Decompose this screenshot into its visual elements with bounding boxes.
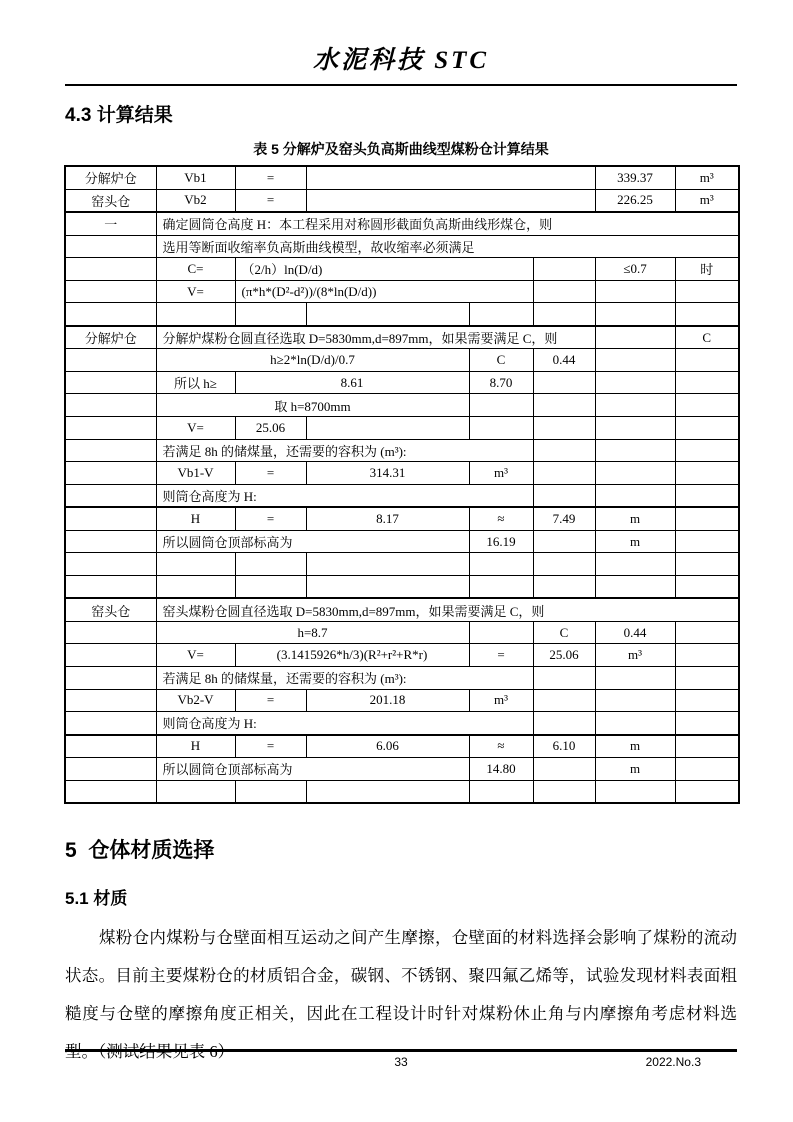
table-cell — [469, 780, 533, 803]
table-cell: 8.17 — [306, 507, 469, 530]
table-cell: 窑头煤粉仓圆直径选取 D=5830mm,d=897mm，如果需要满足 C，则 — [156, 598, 739, 621]
table-cell — [65, 417, 156, 440]
table-cell: 226.25 — [595, 189, 675, 212]
table-cell: C — [533, 621, 595, 644]
table-cell — [595, 326, 675, 349]
table-cell: 窑头仓 — [65, 189, 156, 212]
table-cell — [675, 349, 739, 372]
table-cell: H — [156, 507, 235, 530]
section-heading-4-3: 4.3 计算结果 — [65, 105, 173, 126]
table-cell: （2/h）ln(D/d) — [235, 258, 533, 281]
table-cell — [65, 507, 156, 530]
table-row — [65, 417, 739, 440]
table-cell — [675, 667, 739, 690]
table-row — [65, 166, 739, 189]
table-cell: m — [595, 758, 675, 781]
table-row — [65, 553, 739, 576]
table-cell: = — [469, 644, 533, 667]
table-cell — [595, 689, 675, 712]
journal-title: 水泥科技 STC — [312, 47, 490, 74]
table-row — [65, 598, 739, 621]
table-cell: 若满足 8h 的储煤量，还需要的容积为 (m³): — [156, 667, 533, 690]
table-cell: ≈ — [469, 507, 533, 530]
table-cell — [65, 349, 156, 372]
table-cell: 0.44 — [533, 349, 595, 372]
table-cell — [675, 530, 739, 553]
table-cell — [675, 735, 739, 758]
table-cell: 16.19 — [469, 530, 533, 553]
table-row — [65, 462, 739, 485]
table-cell: 所以圆筒仓顶部标高为 — [156, 758, 469, 781]
table-cell: 若满足 8h 的储煤量，还需要的容积为 (m³): — [156, 439, 533, 462]
table-cell — [675, 394, 739, 417]
table-cell: V= — [156, 280, 235, 303]
table-cell — [675, 644, 739, 667]
table-cell — [65, 439, 156, 462]
table-cell — [65, 689, 156, 712]
table-cell — [235, 575, 306, 598]
table-cell: = — [235, 189, 306, 212]
table-cell — [306, 553, 469, 576]
table-cell — [306, 575, 469, 598]
table-cell — [235, 553, 306, 576]
table-cell — [533, 258, 595, 281]
table-cell: m — [595, 530, 675, 553]
table-cell — [65, 303, 156, 326]
table-cell: 所以 h≥ — [156, 371, 235, 394]
table-cell: C — [675, 326, 739, 349]
table-row — [65, 303, 739, 326]
table-row — [65, 644, 739, 667]
table-cell: ≤0.7 — [595, 258, 675, 281]
table-cell — [65, 758, 156, 781]
table-cell: 0.44 — [595, 621, 675, 644]
table-row — [65, 689, 739, 712]
table-cell — [533, 758, 595, 781]
table-cell — [533, 667, 595, 690]
table-cell — [65, 235, 156, 258]
table-body — [65, 166, 739, 803]
table-cell — [595, 462, 675, 485]
table-cell: m³ — [675, 166, 739, 189]
table-cell: 分解炉仓 — [65, 326, 156, 349]
table-row — [65, 258, 739, 281]
table-cell — [595, 484, 675, 507]
table-cell — [469, 621, 533, 644]
table-cell: = — [235, 166, 306, 189]
table-cell — [469, 303, 533, 326]
issue-number: 2022.No.3 — [645, 1055, 701, 1069]
table-cell — [595, 394, 675, 417]
table-cell — [156, 575, 235, 598]
table-cell: m³ — [469, 689, 533, 712]
table-cell: H — [156, 735, 235, 758]
table-cell: 窑头仓 — [65, 598, 156, 621]
table-cell: m — [595, 507, 675, 530]
table-cell — [595, 417, 675, 440]
calc-results-table — [64, 165, 740, 804]
table-cell: 一 — [65, 212, 156, 235]
table-cell: 分解炉煤粉仓圆直径选取 D=5830mm,d=897mm，如果需要满足 C，则 — [156, 326, 595, 349]
table-row — [65, 780, 739, 803]
table-row — [65, 484, 739, 507]
table-row — [65, 189, 739, 212]
table-cell — [65, 258, 156, 281]
table-cell — [533, 280, 595, 303]
table-cell: = — [235, 462, 306, 485]
table-cell — [675, 621, 739, 644]
table-cell — [469, 575, 533, 598]
table-cell — [65, 553, 156, 576]
table-cell: 取 h=8700mm — [156, 394, 469, 417]
table-cell — [595, 439, 675, 462]
table-cell — [533, 371, 595, 394]
table-cell: Vb1-V — [156, 462, 235, 485]
table-cell — [306, 303, 469, 326]
table-cell: h=8.7 — [156, 621, 469, 644]
table-cell — [156, 303, 235, 326]
body-paragraph: 煤粉仓内煤粉与仓壁面相互运动之间产生摩擦，仓壁面的材料选择会影响了煤粉的流动状态。目前主要煤粉仓的材质铝合金，碳钢、不锈钢、聚四氟乙烯等，试验发现材料表面粗糙度与仓壁的摩擦角度正相关，因此在工程设计时针对煤粉休止角与内摩擦角考虑材料选型。（测试结果见表 6） — [65, 928, 737, 1062]
table-cell — [595, 349, 675, 372]
table-cell: 8.61 — [235, 371, 469, 394]
table-cell — [306, 780, 469, 803]
table-cell: (3.1415926*h/3)(R²+r²+R*r) — [235, 644, 469, 667]
table-cell: 25.06 — [235, 417, 306, 440]
table-cell — [65, 621, 156, 644]
table-row — [65, 349, 739, 372]
table-cell — [533, 417, 595, 440]
table-cell: 14.80 — [469, 758, 533, 781]
table-row — [65, 212, 739, 235]
table-cell — [675, 575, 739, 598]
table-cell: 201.18 — [306, 689, 469, 712]
table-cell — [65, 484, 156, 507]
table-cell: Vb2 — [156, 189, 235, 212]
table-cell — [675, 417, 739, 440]
table-cell — [675, 484, 739, 507]
table-cell: 8.70 — [469, 371, 533, 394]
table-row — [65, 371, 739, 394]
table-cell — [595, 371, 675, 394]
table-cell — [533, 553, 595, 576]
table-cell — [595, 667, 675, 690]
table-cell — [533, 530, 595, 553]
table-cell: 则筒仓高度为 H: — [156, 712, 533, 735]
table-cell: Vb1 — [156, 166, 235, 189]
table-cell — [65, 644, 156, 667]
table-row — [65, 280, 739, 303]
table-cell — [533, 712, 595, 735]
table-row — [65, 507, 739, 530]
table-caption: 表 5 分解炉及窑头负高斯曲线型煤粉仓计算结果 — [253, 141, 549, 157]
page-content — [65, 0, 737, 1071]
table-cell — [595, 553, 675, 576]
table-cell — [533, 575, 595, 598]
table-cell — [675, 553, 739, 576]
table-cell: C= — [156, 258, 235, 281]
table-cell: ≈ — [469, 735, 533, 758]
table-cell — [65, 280, 156, 303]
table-cell: h≥2*ln(D/d)/0.7 — [156, 349, 469, 372]
section-heading-5: 5 仓体材质选择 — [65, 839, 215, 863]
table-cell — [595, 303, 675, 326]
table-cell — [675, 507, 739, 530]
table-cell — [306, 417, 469, 440]
table-cell — [675, 303, 739, 326]
table-cell — [65, 780, 156, 803]
table-cell — [306, 189, 595, 212]
table-cell: 6.06 — [306, 735, 469, 758]
table-cell — [595, 780, 675, 803]
table-cell: 分解炉仓 — [65, 166, 156, 189]
table-row — [65, 758, 739, 781]
table-cell: = — [235, 507, 306, 530]
table-cell — [533, 780, 595, 803]
table-cell — [235, 303, 306, 326]
table-cell — [675, 462, 739, 485]
table-cell: m³ — [675, 189, 739, 212]
table-cell: 选用等断面收缩率负高斯曲线模型，故收缩率必须满足 — [156, 235, 739, 258]
table-cell — [235, 780, 306, 803]
table-cell — [533, 689, 595, 712]
table-cell — [533, 484, 595, 507]
table-cell — [65, 667, 156, 690]
section-heading-5-1: 5.1 材质 — [65, 889, 128, 909]
table-cell — [675, 758, 739, 781]
table-cell: Vb2-V — [156, 689, 235, 712]
table-cell — [595, 575, 675, 598]
table-cell: 6.10 — [533, 735, 595, 758]
table-cell — [675, 371, 739, 394]
page-number: 33 — [394, 1055, 408, 1069]
table-cell — [533, 462, 595, 485]
table-cell — [156, 553, 235, 576]
table-cell: 时 — [675, 258, 739, 281]
table-cell: V= — [156, 644, 235, 667]
table-cell — [469, 553, 533, 576]
table-cell — [306, 166, 595, 189]
table-cell: 所以圆筒仓顶部标高为 — [156, 530, 469, 553]
journal-header — [65, 0, 737, 86]
table-row — [65, 439, 739, 462]
table-cell — [65, 735, 156, 758]
table-cell — [533, 303, 595, 326]
table-row — [65, 667, 739, 690]
table-cell — [595, 280, 675, 303]
table-cell — [675, 439, 739, 462]
table-row — [65, 326, 739, 349]
table-row — [65, 394, 739, 417]
table-cell: m³ — [469, 462, 533, 485]
table-cell: 314.31 — [306, 462, 469, 485]
table-cell — [65, 530, 156, 553]
table-row — [65, 712, 739, 735]
table-cell — [65, 371, 156, 394]
table-cell: 则筒仓高度为 H: — [156, 484, 533, 507]
table-cell — [675, 780, 739, 803]
table-row — [65, 575, 739, 598]
table-cell: 确定圆筒仓高度 H：本工程采用对称圆形截面负高斯曲线形煤仓，则 — [156, 212, 739, 235]
table-cell: 7.49 — [533, 507, 595, 530]
table-cell — [533, 394, 595, 417]
table-cell: 25.06 — [533, 644, 595, 667]
table-row — [65, 735, 739, 758]
table-cell: (π*h*(D²-d²))/(8*ln(D/d)) — [235, 280, 533, 303]
table-cell — [595, 712, 675, 735]
table-cell: 339.37 — [595, 166, 675, 189]
page-footer — [65, 1049, 737, 1069]
table-cell — [533, 439, 595, 462]
table-cell — [469, 417, 533, 440]
table-cell — [65, 575, 156, 598]
table-cell: m — [595, 735, 675, 758]
table-row — [65, 235, 739, 258]
table-cell — [469, 394, 533, 417]
table-cell: C — [469, 349, 533, 372]
table-cell: V= — [156, 417, 235, 440]
table-cell: m³ — [595, 644, 675, 667]
table-cell — [65, 462, 156, 485]
table-cell — [675, 689, 739, 712]
table-cell: = — [235, 735, 306, 758]
table-row — [65, 530, 739, 553]
table-cell — [65, 394, 156, 417]
table-cell — [675, 712, 739, 735]
table-cell — [675, 280, 739, 303]
table-cell — [65, 712, 156, 735]
table-cell — [156, 780, 235, 803]
table-cell: = — [235, 689, 306, 712]
table-row — [65, 621, 739, 644]
